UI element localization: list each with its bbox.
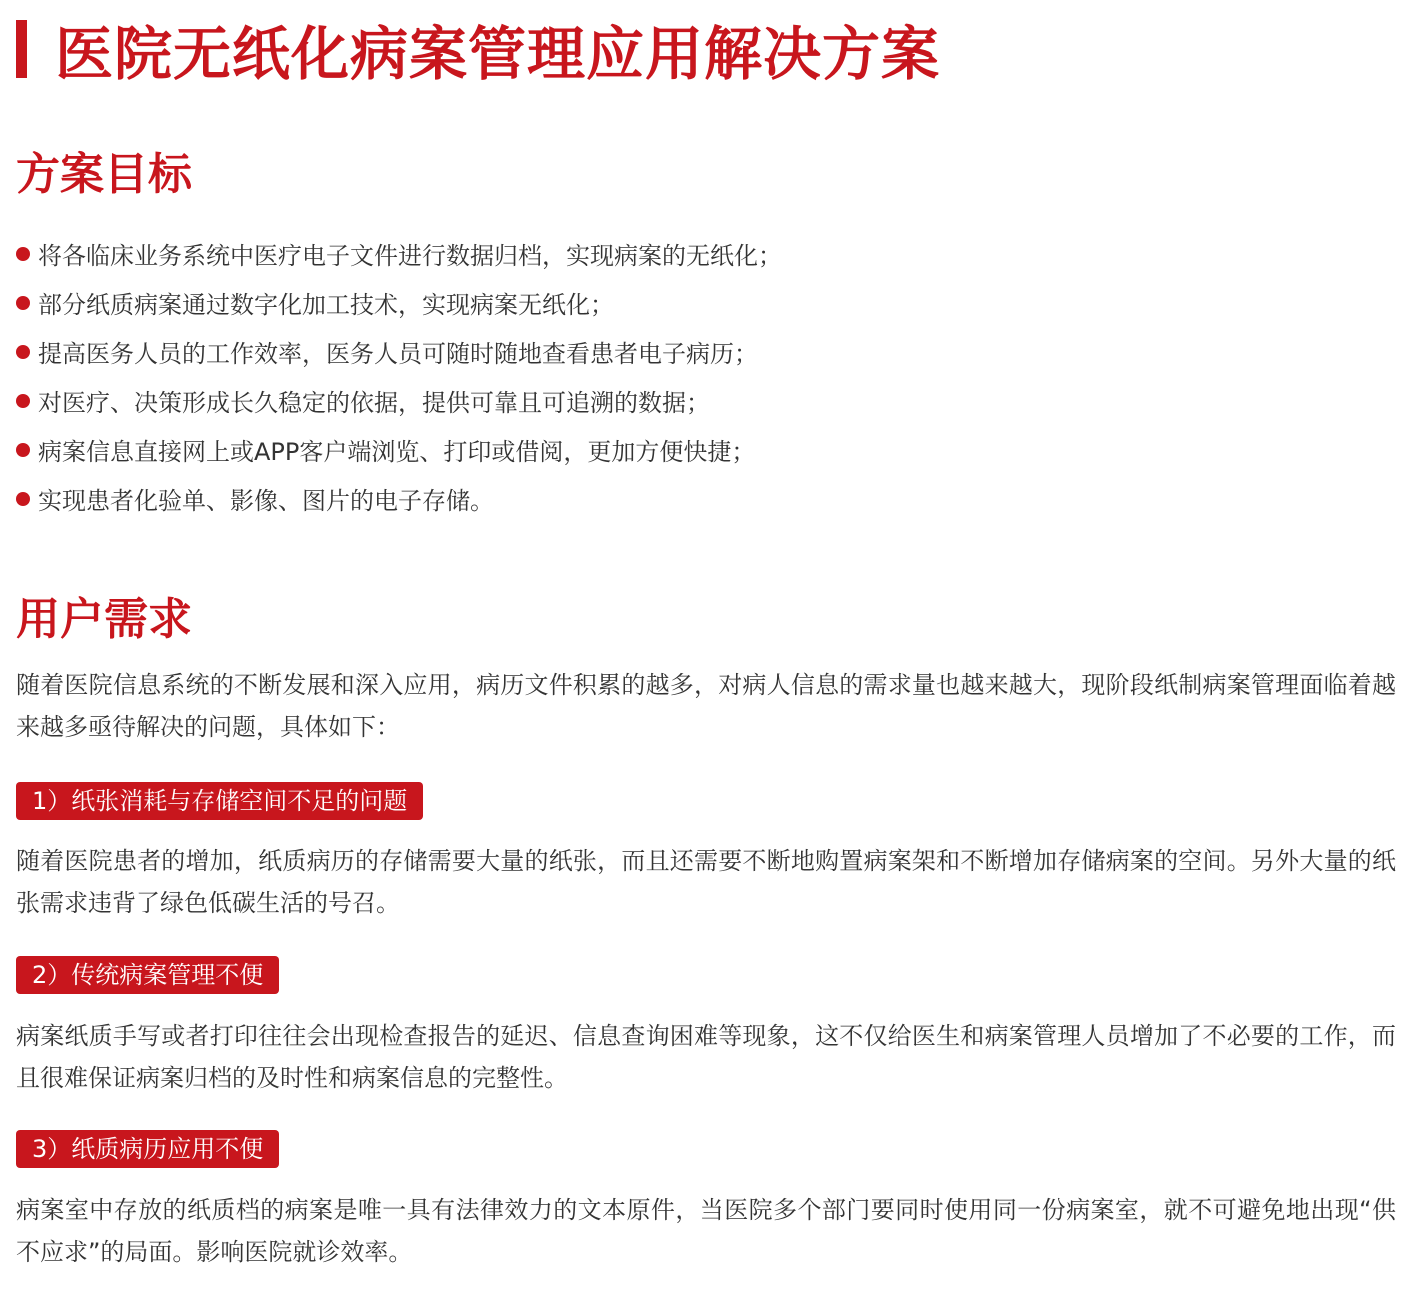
list-item <box>16 327 782 376</box>
list-item-text: 提高医务人员的工作效率，医务人员可随时随地查看患者电子病历； <box>38 340 758 368</box>
bullet-dot-icon <box>16 296 30 310</box>
list-item <box>16 474 782 523</box>
bullet-dot-icon <box>16 247 30 261</box>
list-item <box>16 278 782 327</box>
bullet-dot-icon <box>16 492 30 506</box>
problem-label-1: 1）纸张消耗与存储空间不足的问题 <box>16 782 423 820</box>
problem-text-2: 病案纸质手写或者打印往往会出现检查报告的延迟、信息查询困难等现象，这不仅给医生和病案管理人员增加了不必要的工作，而且很难保证病案归档的及时性和病案信息的完整性。 <box>16 1022 1396 1092</box>
problem-text-3: 病案室中存放的纸质档的病案是唯一具有法律效力的文本原件，当医院多个部门要同时使用同一份病案室，就不可避免地出现“供不应求”的局面。影响医院就诊效率。 <box>16 1196 1396 1266</box>
page-title: 医院无纸化病案管理应用解决方案 <box>55 20 941 88</box>
bullet-dot-icon <box>16 345 30 359</box>
list-item <box>16 425 782 474</box>
list-item <box>16 376 782 425</box>
bullet-dot-icon <box>16 443 30 457</box>
problem-label-2: 2）传统病案管理不便 <box>16 956 279 994</box>
section-heading-goals: 方案目标 <box>16 149 192 200</box>
title-row <box>16 14 941 88</box>
needs-intro-paragraph: 随着医院信息系统的不断发展和深入应用，病历文件积累的越多，对病人信息的需求量也越来越大，现阶段纸制病案管理面临着越来越多亟待解决的问题，具体如下： <box>16 671 1396 741</box>
list-item <box>16 229 782 278</box>
list-item-text: 病案信息直接网上或APP客户端浏览、打印或借阅，更加方便快捷； <box>38 438 756 466</box>
bullet-dot-icon <box>16 394 30 408</box>
problem-text-1: 随着医院患者的增加，纸质病历的存储需要大量的纸张，而且还需要不断地购置病案架和不断增加存储病案的空间。另外大量的纸张需求违背了绿色低碳生活的号召。 <box>16 847 1396 917</box>
problem-label-3: 3）纸质病历应用不便 <box>16 1130 279 1168</box>
list-item-text: 实现患者化验单、影像、图片的电子存储。 <box>38 487 494 515</box>
list-item-text: 对医疗、决策形成长久稳定的依据，提供可靠且可追溯的数据； <box>38 389 710 417</box>
goals-list <box>16 229 782 523</box>
list-item-text: 部分纸质病案通过数字化加工技术，实现病案无纸化； <box>38 291 614 319</box>
list-item-text: 将各临床业务系统中医疗电子文件进行数据归档，实现病案的无纸化； <box>38 242 782 270</box>
section-heading-needs: 用户需求 <box>16 594 192 645</box>
title-accent-bar <box>16 20 27 78</box>
